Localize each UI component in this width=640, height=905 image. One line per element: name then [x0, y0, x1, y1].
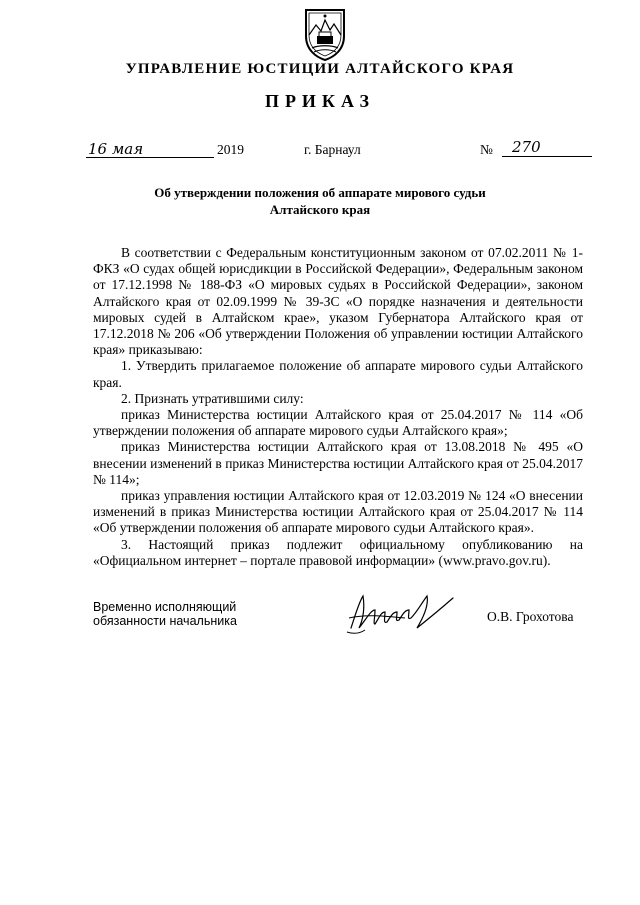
item-2b-paragraph: приказ Министерства юстиции Алтайского края от 13.08.2018 № 495 «О внесении изменений в приказ Министерства юстиции Алтайского края от 25.04.2017 № 114»;	[93, 439, 583, 487]
city: г. Барнаул	[304, 142, 361, 157]
position-line-2: обязанности начальника	[93, 614, 237, 628]
date-year: 2019	[217, 142, 244, 157]
organization-name: УПРАВЛЕНИЕ ЮСТИЦИИ АЛТАЙСКОГО КРАЯ	[125, 61, 515, 77]
item-1-paragraph: 1. Утвердить прилагаемое положение об аппарате мирового судьи Алтайского края.	[93, 358, 583, 390]
handwritten-signature-icon	[345, 588, 457, 636]
number-handwritten: 270	[512, 138, 541, 156]
position-line-1: Временно исполняющий	[93, 600, 237, 614]
title-line-2: Алтайского края	[269, 202, 371, 217]
item-3-paragraph: 3. Настоящий приказ подлежит официальному опубликованию на «Официальном интернет – портале правовой информации» (www.pravo.gov.ru).	[93, 536, 583, 568]
title-line-1: Об утверждении положения об аппарате мирового судьи	[154, 185, 486, 200]
signatory-position	[93, 600, 293, 628]
item-2-paragraph: 2. Признать утратившими силу:	[121, 390, 304, 406]
date-underline	[86, 157, 214, 158]
number-underline	[502, 156, 592, 157]
preamble-paragraph: В соответствии с Федеральным конституционным законом от 07.02.2011 № 1-ФКЗ «О судах общей юрисдикции в Российской Федерации», Федеральным законом от 17.12.1998 № 188-ФЗ «О мировых судьях в Российской Федерации», законом Алтайского края от 02.09.1999 № 39-ЗС «О порядке назначения и деятельности мировых судей в Алтайском крае», указом Губернатора Алтайского края от 17.12.2018 № 206 «Об утверждении Положения об управлении юстиции Алтайского края» приказываю:	[93, 245, 583, 358]
date-handwritten: 16 мая	[88, 140, 144, 158]
number-label: №	[480, 142, 493, 157]
item-2c-paragraph: приказ управления юстиции Алтайского края от 12.03.2019 № 124 «О внесении изменений в приказ Министерства юстиции Алтайского края от 25.04.2017 № 114 «Об утверждении положения об аппарате мирового судьи Алтайского края».	[93, 488, 583, 536]
coat-of-arms-icon	[302, 6, 348, 62]
document-title	[80, 184, 560, 218]
document-body	[93, 245, 583, 569]
item-2a-paragraph: приказ Министерства юстиции Алтайского края от 25.04.2017 № 114 «Об утверждении положения об аппарате мирового судьи Алтайского края»;	[93, 407, 583, 439]
document-type: ПРИКАЗ	[264, 91, 376, 111]
signatory-name: О.В. Грохотова	[487, 609, 574, 624]
